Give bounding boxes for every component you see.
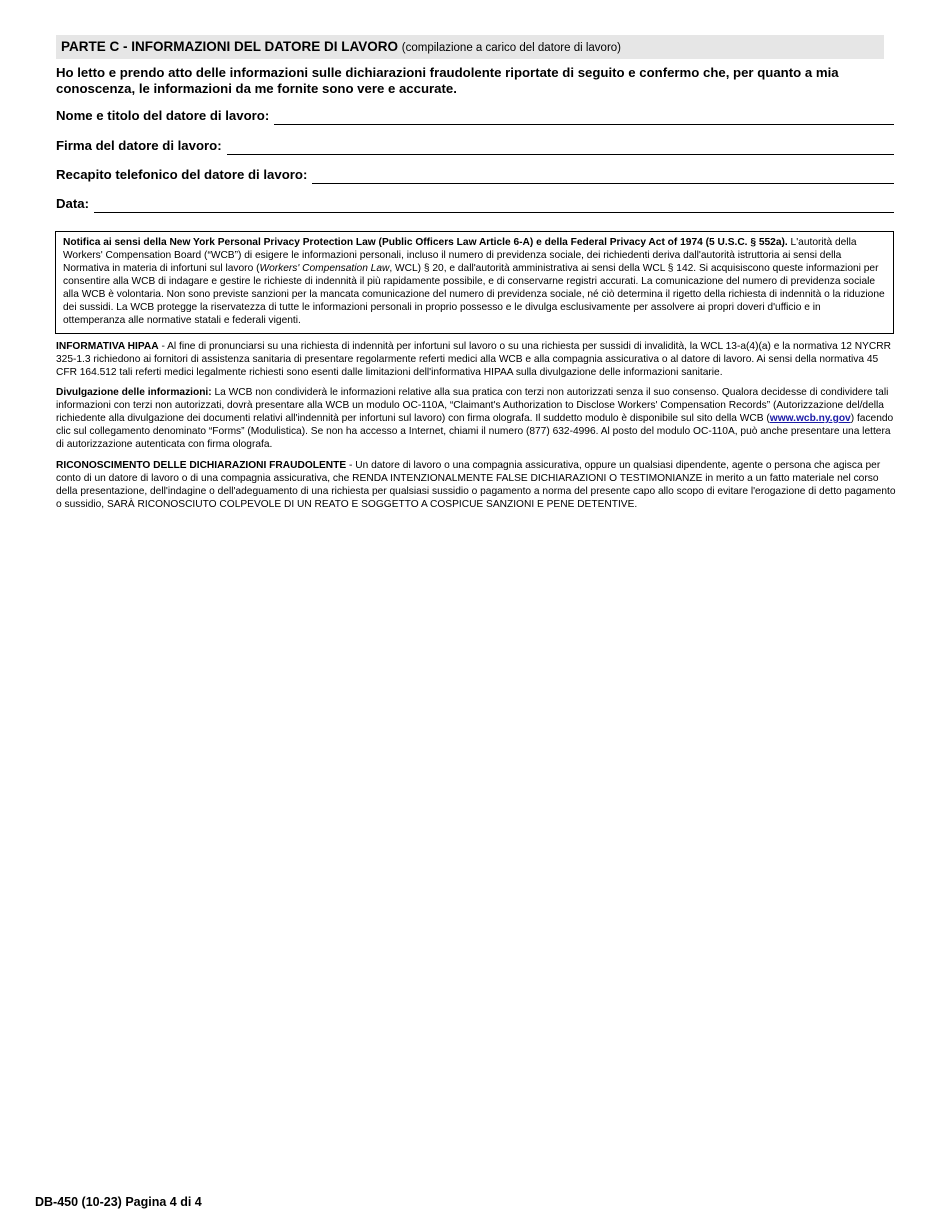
disclosure-text-2: ) facendo clic sul collegamento denominato “Forms” (Modulistica). Se non ha accesso a Internet, chiami il numero (877) 632-4996. Al posto del modulo OC-110A, può anche presentare una lettera di autorizzazione autenticata con firma olografa.	[56, 413, 894, 450]
privacy-notice-box	[55, 231, 894, 334]
privacy-notice-heading: Notifica ai sensi della New York Personal Privacy Protection Law (Public Officers Law Article 6-A) e della Federal Privacy Act of 1974 (5 U.S.C. § 552a).	[63, 237, 788, 248]
fraud-notice	[56, 459, 896, 511]
employer-signature-field	[56, 135, 894, 155]
employer-signature-input[interactable]	[227, 138, 894, 155]
privacy-notice-text-2: , WCL) § 20, e dall'autorità amministrativa ai sensi della WCL § 142. Si acquisiscono queste informazioni per consentire alla WCB di indagare e gestire le richieste di indennità il più rapidamente possibile, e di conservarne registri accurati. La comunicazione del numero di previdenza sociale alla WCB è volontaria. Non sono previste sanzioni per la mancata comunicazione del numero di previdenza sociale, né ciò determina il rigetto della richiesta di indennità o la riduzione dei sussidi. La WCB protegge la riservatezza di tutte le informazioni personali in proprio possesso e le divulga esclusivamente per assolvere ai propri doveri d'ufficio e in ottemperanza alle normative statali e federali vigenti.	[63, 263, 885, 326]
employer-name-title-label: Nome e titolo del datore di lavoro:	[56, 108, 270, 123]
employer-phone-label: Recapito telefonico del datore di lavoro:	[56, 167, 308, 182]
disclosure-notice	[56, 386, 896, 451]
hipaa-text: - Al fine di pronunciarsi su una richiesta di indennità per infortuni sul lavoro o su una richiesta per sussidi di invalidità, la WCL 13-a(4)(a) e la normativa 12 NYCRR 325-1.3 richiedono ai fornitori di assistenza sanitaria di presentare regolarmente referti medici alla WCB e alla compagnia assicurativa o al datore di lavoro. Ai sensi della normativa 45 CFR 164.512 tali referti medici legalmente richiesti sono esenti dalle limitazioni dell'informativa HIPAA sulla divulgazione delle informazioni sanitarie.	[56, 341, 891, 378]
employer-phone-field	[56, 164, 894, 184]
fraud-heading: RICONOSCIMENTO DELLE DICHIARAZIONI FRAUDOLENTE	[56, 460, 347, 471]
acknowledgement-statement: Ho letto e prendo atto delle informazioni sulle dichiarazioni fraudolente riportate di seguito e confermo che, per quanto a mia conoscenza, le informazioni da me fornite sono vere e accurate.	[56, 65, 839, 96]
section-header	[56, 35, 884, 59]
privacy-notice-law-name: Workers' Compensation Law	[259, 263, 390, 274]
date-input[interactable]	[94, 196, 894, 213]
hipaa-notice	[56, 340, 896, 379]
employer-name-title-input[interactable]	[274, 108, 894, 125]
section-title: PARTE C - INFORMAZIONI DEL DATORE DI LAVORO	[61, 39, 398, 54]
form-footer: DB-450 (10-23) Pagina 4 di 4	[35, 1195, 202, 1209]
hipaa-heading: INFORMATIVA HIPAA	[56, 341, 159, 352]
fraud-text: - Un datore di lavoro o una compagnia assicurativa, oppure un qualsiasi dipendente, agente o persona che agisca per conto di un datore di lavoro o di una compagnia assicurativa, che RENDA INTENZIONALMENTE FALSE DICHIARAZIONI O TESTIMONIANZE in merito a un fatto materiale nel corso della presentazione, dell'indagine o dell'adeguamento di una richiesta per qualsiasi sussidio o pagamento a norma del presente capo allo scopo di evitare l'erogazione di detto pagamento o sussidio, SARÀ RICONOSCIUTO COLPEVOLE DI UN REATO E SOGGETTO A COSPICUE SANZIONI E PENE DETENTIVE.	[56, 460, 896, 510]
employer-name-title-field	[56, 105, 894, 125]
disclosure-text-1: La WCB non condividerà le informazioni relative alla sua pratica con terzi non autorizzati senza il suo consenso. Qualora decidesse di condividere tali informazioni con terzi non autorizzati, dovrà presentare alla WCB un modulo OC-110A, “Claimant's Authorization to Disclose Workers' Compensation Records” (Autorizzazione del/della richiedente alla divulgazione dei documenti relativi all'indennità per infortuni sul lavoro) con firma olografa. Il suddetto modulo è disponibile sul sito della WCB (	[56, 387, 889, 424]
date-field	[56, 193, 894, 213]
section-subtitle: (compilazione a carico del datore di lavoro)	[401, 42, 622, 54]
employer-signature-label: Firma del datore di lavoro:	[56, 138, 222, 153]
date-label: Data:	[56, 196, 89, 211]
wcb-website-link[interactable]: www.wcb.ny.gov	[769, 413, 851, 424]
employer-phone-input[interactable]	[312, 167, 894, 184]
privacy-notice-text-1: L'autorità della Workers' Compensation Board (“WCB”) di esigere le informazioni personali, incluso il numero di previdenza sociale, dei richiedenti deriva dall'autorità istruttoria ai sensi della Normativa in materia di infortuni sul lavoro (	[63, 237, 857, 274]
disclosure-heading: Divulgazione delle informazioni:	[56, 387, 212, 398]
